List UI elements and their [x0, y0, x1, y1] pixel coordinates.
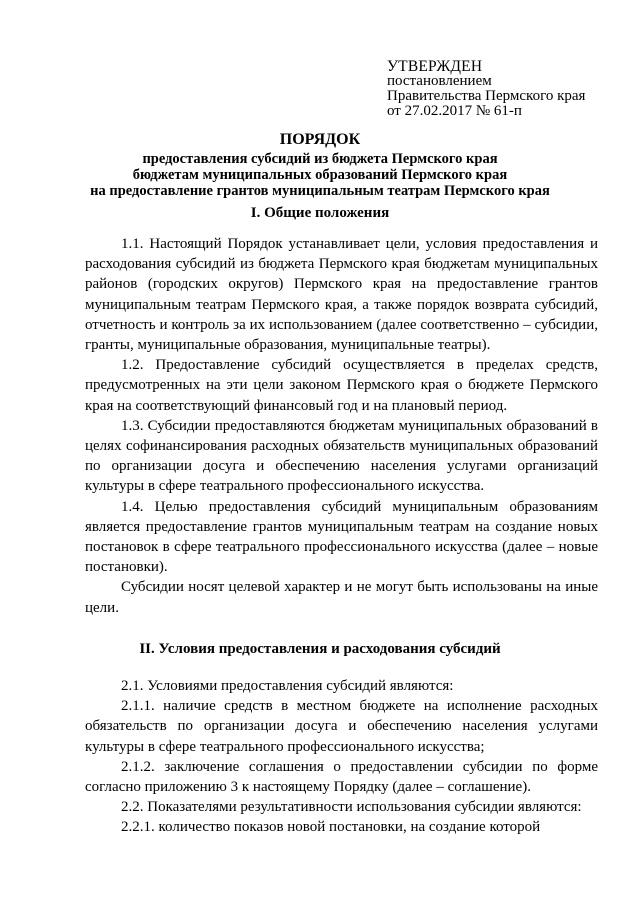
- paragraph: 1.4. Целью предоставления субсидий муниципальным образованиям является предоставление грантов муниципальным театрам на создание новых постановок в сфере театрального профессионального искусства (далее – новые постановки).: [85, 498, 598, 576]
- paragraph: 2.1.1. наличие средств в местном бюджете на исполнение расходных обязательств по организации досуга и обеспечению населения услугами культуры в сфере театрального профессионального искусства;: [85, 698, 598, 755]
- paragraph: Субсидии носят целевой характер и не могут быть использованы на иные цели.: [85, 579, 598, 616]
- approval-stamp: [387, 59, 585, 119]
- document-title: ПОРЯДОК: [279, 131, 361, 148]
- subtitle-line: предоставления субсидий из бюджета Пермского края: [142, 151, 498, 167]
- section-body: [85, 234, 598, 618]
- paragraph: 2.1. Условиями предоставления субсидий являются:: [121, 678, 454, 694]
- paragraph: 2.2.1. количество показов новой постановки, на создание которой: [121, 819, 541, 836]
- paragraph: 1.3. Субсидии предоставляются бюджетам муниципальных образований в целях софинансирования расходных обязательств муниципальных образований по организации досуга и обеспечению населения услугами организаций культуры в сфере театрального профессионального искусства.: [85, 417, 598, 495]
- section-heading: I. Общие положения: [250, 205, 390, 221]
- approval-heading: УТВЕРЖДЕН: [387, 58, 483, 75]
- approval-line: Правительства Пермского края: [387, 88, 586, 104]
- paragraph: 2.2. Показателями результативности использования субсидии являются:: [121, 799, 582, 816]
- approval-line: от 27.02.2017 № 61-п: [387, 103, 522, 119]
- section-body: [85, 676, 598, 838]
- section-heading: II. Условия предоставления и расходования субсидий: [139, 641, 501, 657]
- subtitle-line: на предоставление грантов муниципальным театрам Пермского края: [90, 183, 550, 199]
- document-subtitle: [0, 151, 640, 199]
- subtitle-line: бюджетам муниципальных образований Пермского края: [132, 167, 508, 183]
- paragraph: 1.1. Настоящий Порядок устанавливает цели, условия предоставления и расходования субсидий из бюджета Пермского края бюджетам муниципальных районов (городских округов) Пермского края на предоставление грантов муниципальным театрам Пермского края, а также порядок возврата субсидий, отчетность и контроль за их использованием (далее соответственно – субсидии, гранты, муниципальные образования, муниципальные театры).: [85, 236, 598, 354]
- paragraph: 2.1.2. заключение соглашения о предоставлении субсидии по форме согласно приложению 3 к настоящему Порядку (далее – соглашение).: [85, 758, 598, 796]
- paragraph: 1.2. Предоставление субсидий осуществляется в пределах средств, предусмотренных на эти цели законом Пермского края о бюджете Пермского края на соответствующий финансовый год и на плановый период.: [85, 357, 598, 414]
- approval-line: постановлением: [387, 73, 492, 89]
